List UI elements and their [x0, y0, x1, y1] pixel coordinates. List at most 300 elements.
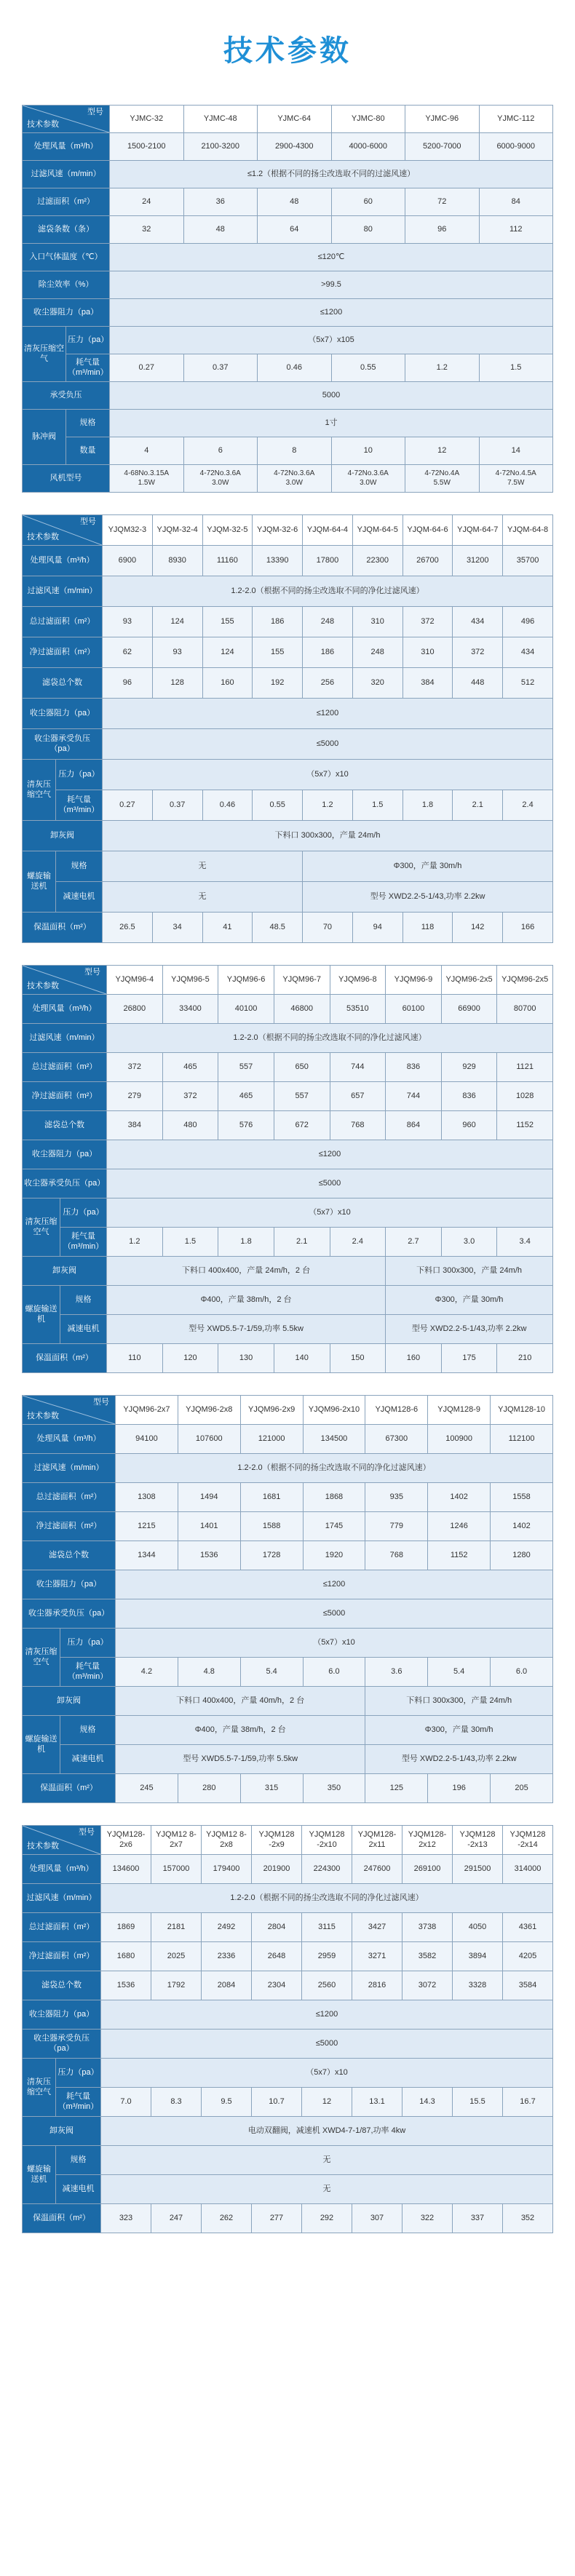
row-label: 收尘器承受负压（pa） — [23, 1599, 116, 1629]
value-cell: 160 — [202, 668, 253, 699]
model-name-cell: YJQM128 -2x13 — [453, 1826, 503, 1855]
value-cell: 130 — [218, 1344, 274, 1373]
value-cell: 124 — [152, 607, 202, 637]
value-cell: 1246 — [428, 1512, 491, 1541]
model-name-cell: YJMC-64 — [258, 106, 332, 133]
value-cell: 96 — [103, 668, 153, 699]
insulation-row — [23, 1774, 553, 1803]
value-cell: 157000 — [151, 1855, 202, 1884]
insulation-row — [23, 913, 553, 943]
fan-row — [23, 465, 553, 493]
value-cell: 31200 — [453, 546, 503, 576]
table-header-row — [23, 106, 553, 133]
value-cell: 192 — [253, 668, 303, 699]
value-cell: 196 — [428, 1774, 491, 1803]
value-cell: 1.8 — [218, 1228, 274, 1257]
bag-count-row — [23, 668, 553, 699]
model-name-cell: YJQM-64-8 — [503, 515, 553, 546]
value-cell: 4-72No.4.5A 7.5W — [479, 465, 553, 493]
cleaning-air-consumption-row — [23, 1228, 553, 1257]
value-cell: 4 — [110, 437, 184, 465]
value-cell: 1920 — [303, 1541, 365, 1570]
value-cell: 372 — [453, 637, 503, 668]
value-cell: 128 — [152, 668, 202, 699]
value-cell: 576 — [218, 1111, 274, 1140]
merged-value-cell: 下料口 300x300，产量 24m/h — [386, 1257, 553, 1286]
row-label: 处理风量（m³/h） — [23, 546, 103, 576]
value-cell: 372 — [107, 1053, 163, 1082]
model-name-cell: YJMC-32 — [110, 106, 184, 133]
value-cell: 262 — [202, 2204, 252, 2233]
table-header-row — [23, 515, 553, 546]
value-cell: 66900 — [441, 995, 497, 1024]
value-cell: 1.2 — [405, 354, 480, 382]
value-cell: 1401 — [178, 1512, 240, 1541]
merged-value-cell: 型号 XWD5.5-7-1/59,功率 5.5kw — [107, 1315, 386, 1344]
value-cell: 112 — [479, 216, 553, 244]
merged-value-cell: （5x7）x10 — [107, 1198, 553, 1228]
row-label: 保温面积（m²） — [23, 2204, 101, 2233]
value-cell: 248 — [303, 607, 353, 637]
value-cell: 323 — [101, 2204, 151, 2233]
value-cell: 134500 — [303, 1425, 365, 1454]
model-name-cell: YJQM96-6 — [218, 966, 274, 995]
value-cell: 64 — [258, 216, 332, 244]
value-cell: 0.55 — [253, 790, 303, 821]
row-label: 保温面积（m²） — [23, 1774, 116, 1803]
value-cell: 3.4 — [497, 1228, 553, 1257]
value-cell: 26700 — [402, 546, 453, 576]
model-name-cell: YJQM32-3 — [103, 515, 153, 546]
header-diagonal-cell — [23, 966, 107, 995]
value-cell: 277 — [252, 2204, 302, 2233]
value-cell: 0.55 — [331, 354, 405, 382]
value-cell: 434 — [503, 637, 553, 668]
value-cell: 0.37 — [183, 354, 258, 382]
airflow-row — [23, 133, 553, 161]
cleaning-air-pressure-row — [23, 1198, 553, 1228]
header-diagonal-cell — [23, 515, 103, 546]
row-label: 压力（pa） — [56, 760, 103, 790]
spec-table-yjmc — [22, 105, 553, 493]
value-cell: 124 — [202, 637, 253, 668]
airflow-row — [23, 546, 553, 576]
value-cell: 1500-2100 — [110, 133, 184, 161]
model-name-cell: YJQM96-8 — [330, 966, 386, 995]
model-name-cell: YJQM128-2x6 — [101, 1826, 151, 1855]
value-cell: 2492 — [202, 1913, 252, 1942]
value-cell: 155 — [253, 637, 303, 668]
value-cell: 179400 — [202, 1855, 252, 1884]
merged-value-cell: 下料口 300x300，产量 24m/h — [365, 1687, 553, 1716]
filter-speed-row — [23, 161, 553, 188]
row-label: 收尘器阻力（pa） — [23, 299, 110, 327]
discharge-valve-row — [23, 2117, 553, 2146]
value-cell: 2804 — [252, 1913, 302, 1942]
value-cell: 337 — [453, 2204, 503, 2233]
value-cell: 5.4 — [428, 1658, 491, 1687]
negative-pressure-row — [23, 1599, 553, 1629]
airflow-row — [23, 995, 553, 1024]
value-cell: 224300 — [302, 1855, 352, 1884]
value-cell: 310 — [402, 637, 453, 668]
resistance-row — [23, 2000, 553, 2030]
value-cell: 80700 — [497, 995, 553, 1024]
row-label: 收尘器阻力（pa） — [23, 2000, 101, 2030]
merged-value-cell: Φ300，产量 30m/h — [365, 1716, 553, 1745]
cleaning-air-pressure-row — [23, 327, 553, 354]
merged-value-cell: ≤5000 — [116, 1599, 553, 1629]
value-cell: 3738 — [402, 1913, 453, 1942]
row-label: 滤袋总个数 — [23, 1971, 101, 2000]
row-label: 规格 — [56, 851, 103, 882]
value-cell: 0.46 — [202, 790, 253, 821]
row-group-label: 清灰压缩空气 — [23, 760, 56, 821]
model-name-cell: YJQM96-2x5 — [497, 966, 553, 995]
reducer-motor-row — [23, 1745, 553, 1774]
model-name-cell: YJMC-48 — [183, 106, 258, 133]
row-label: 除尘效率（%） — [23, 271, 110, 299]
value-cell: 2816 — [352, 1971, 402, 2000]
merged-value-cell: ≤5000 — [107, 1169, 553, 1198]
row-label: 耗气量（m³/min） — [66, 354, 110, 382]
row-label: 耗气量（m³/min） — [56, 2088, 101, 2117]
merged-value-cell: ≤1200 — [107, 1140, 553, 1169]
cleaning-air-consumption-row — [23, 354, 553, 382]
value-cell: 1.2 — [303, 790, 353, 821]
value-cell: 70 — [303, 913, 353, 943]
value-cell: 118 — [402, 913, 453, 943]
merged-value-cell: ≤120℃ — [110, 244, 553, 271]
value-cell: 14 — [479, 437, 553, 465]
value-cell: 744 — [330, 1053, 386, 1082]
row-group-label: 螺旋输送机 — [23, 851, 56, 913]
value-cell: 10.7 — [252, 2088, 302, 2117]
row-label: 收尘器阻力（pa） — [23, 699, 103, 729]
row-label: 减速电机 — [56, 882, 103, 913]
screw-spec-row — [23, 851, 553, 882]
table-header-row — [23, 1396, 553, 1425]
merged-value-cell: 1.2-2.0（根据不同的扬尘改选取不同的净化过滤风速） — [101, 1884, 553, 1913]
model-name-cell: YJQM128-6 — [365, 1396, 428, 1425]
merged-value-cell: 无 — [101, 2175, 553, 2204]
value-cell: 1869 — [101, 1913, 151, 1942]
resistance-row — [23, 1570, 553, 1599]
pulse-valve-qty-row — [23, 437, 553, 465]
cleaning-air-pressure-row — [23, 760, 553, 790]
screw-spec-row — [23, 2146, 553, 2175]
model-name-cell: YJQM12 8-2x8 — [202, 1826, 252, 1855]
filter-speed-row — [23, 1884, 553, 1913]
value-cell: 2648 — [252, 1942, 302, 1971]
row-label: 卸灰阀 — [23, 1257, 107, 1286]
value-cell: 1536 — [178, 1541, 240, 1570]
model-name-cell: YJQM12 8-2x7 — [151, 1826, 202, 1855]
pulse-valve-spec-row — [23, 410, 553, 437]
row-label: 压力（pa） — [60, 1198, 107, 1228]
row-label: 处理风量（m³/h） — [23, 995, 107, 1024]
value-cell: 12 — [302, 2088, 352, 2117]
row-label: 减速电机 — [56, 2175, 101, 2204]
value-cell: 34 — [152, 913, 202, 943]
model-name-cell: YJQM-64-6 — [402, 515, 453, 546]
value-cell: 384 — [402, 668, 453, 699]
row-label: 滤袋总个数 — [23, 1111, 107, 1140]
merged-value-cell: 无 — [101, 2146, 553, 2175]
discharge-valve-row — [23, 1257, 553, 1286]
model-header-label: 型号 — [87, 108, 103, 116]
value-cell: 1152 — [428, 1541, 491, 1570]
table-header-row — [23, 966, 553, 995]
net-area-row — [23, 1942, 553, 1971]
insulation-row — [23, 2204, 553, 2233]
row-label: 过滤面积（m²） — [23, 188, 110, 216]
value-cell: 5200-7000 — [405, 133, 480, 161]
value-cell: 512 — [503, 668, 553, 699]
value-cell: 134600 — [101, 1855, 151, 1884]
value-cell: 60 — [331, 188, 405, 216]
value-cell: 4.8 — [178, 1658, 240, 1687]
merged-value-cell: 下料口 400x400，产量 24m/h，2 台 — [107, 1257, 386, 1286]
value-cell: 16.7 — [503, 2088, 553, 2117]
value-cell: 22300 — [352, 546, 402, 576]
value-cell: 0.46 — [258, 354, 332, 382]
row-label: 风机型号 — [23, 465, 110, 493]
value-cell: 112100 — [491, 1425, 553, 1454]
value-cell: 6900 — [103, 546, 153, 576]
value-cell: 2900-4300 — [258, 133, 332, 161]
value-cell: 6 — [183, 437, 258, 465]
value-cell: 210 — [497, 1344, 553, 1373]
model-header-label: 型号 — [84, 968, 100, 977]
value-cell: 150 — [330, 1344, 386, 1373]
model-name-cell: YJMC-112 — [479, 106, 553, 133]
row-label: 压力（pa） — [56, 2059, 101, 2088]
cleaning-air-consumption-row — [23, 2088, 553, 2117]
bag-count-row — [23, 1971, 553, 2000]
merged-value-cell: >99.5 — [110, 271, 553, 299]
cleaning-air-consumption-row — [23, 1658, 553, 1687]
value-cell: 3584 — [503, 1971, 553, 2000]
value-cell: 864 — [386, 1111, 442, 1140]
value-cell: 40100 — [218, 995, 274, 1024]
model-header-label: 型号 — [79, 1828, 95, 1837]
resistance-row — [23, 1140, 553, 1169]
negative-pressure-row — [23, 729, 553, 760]
value-cell: 107600 — [178, 1425, 240, 1454]
value-cell: 1588 — [240, 1512, 303, 1541]
value-cell: 2.1 — [453, 790, 503, 821]
value-cell: 256 — [303, 668, 353, 699]
value-cell: 32 — [110, 216, 184, 244]
value-cell: 3115 — [302, 1913, 352, 1942]
model-header-label: 型号 — [80, 517, 96, 526]
merged-value-cell: ≤1200 — [116, 1570, 553, 1599]
value-cell: 350 — [303, 1774, 365, 1803]
merged-value-cell: （5x7）x10 — [101, 2059, 553, 2088]
value-cell: 2.4 — [503, 790, 553, 821]
row-label: 规格 — [56, 2146, 101, 2175]
model-name-cell: YJQM128 -2x14 — [503, 1826, 553, 1855]
page-title: 技术参数 — [223, 35, 352, 67]
value-cell: 1558 — [491, 1483, 553, 1512]
merged-value-cell: 5000 — [110, 382, 553, 410]
reducer-motor-row — [23, 2175, 553, 2204]
merged-value-cell: 1寸 — [110, 410, 553, 437]
value-cell: 779 — [365, 1512, 428, 1541]
value-cell: 125 — [365, 1774, 428, 1803]
value-cell: 315 — [240, 1774, 303, 1803]
value-cell: 2100-3200 — [183, 133, 258, 161]
spec-table-yjqm128-2x — [22, 1825, 553, 2233]
value-cell: 1681 — [240, 1483, 303, 1512]
row-label: 耗气量（m³/min） — [56, 790, 103, 821]
row-label: 净过滤面积（m²） — [23, 1512, 116, 1541]
row-label: 过滤风速（m/min） — [23, 1024, 107, 1053]
row-label: 过滤风速（m/min） — [23, 1454, 116, 1483]
value-cell: 48 — [183, 216, 258, 244]
value-cell: 175 — [441, 1344, 497, 1373]
value-cell: 121000 — [240, 1425, 303, 1454]
value-cell: 0.27 — [110, 354, 184, 382]
value-cell: 2336 — [202, 1942, 252, 1971]
value-cell: 2084 — [202, 1971, 252, 2000]
value-cell: 384 — [107, 1111, 163, 1140]
total-area-row — [23, 607, 553, 637]
value-cell: 5.4 — [240, 1658, 303, 1687]
value-cell: 0.27 — [103, 790, 153, 821]
value-cell: 186 — [303, 637, 353, 668]
merged-value-cell: ≤1.2（根据不同的扬尘改选取不同的过滤风速） — [110, 161, 553, 188]
reducer-motor-row — [23, 1315, 553, 1344]
value-cell: 465 — [162, 1053, 218, 1082]
row-label: 总过滤面积（m²） — [23, 1483, 116, 1512]
spec-table-yjqm96-2x — [22, 1395, 553, 1803]
resistance-row — [23, 699, 553, 729]
row-label: 规格 — [60, 1716, 116, 1745]
value-cell: 2181 — [151, 1913, 202, 1942]
value-cell: 1308 — [116, 1483, 178, 1512]
model-name-cell: YJQM96-2x9 — [240, 1396, 303, 1425]
row-label: 收尘器承受负压（pa） — [23, 2030, 101, 2059]
cleaning-air-pressure-row — [23, 2059, 553, 2088]
model-name-cell: YJQM-64-5 — [352, 515, 402, 546]
value-cell: 269100 — [402, 1855, 453, 1884]
model-name-cell: YJQM128-2x12 — [402, 1826, 453, 1855]
value-cell: 24 — [110, 188, 184, 216]
value-cell: 26.5 — [103, 913, 153, 943]
row-label: 净过滤面积（m²） — [23, 1082, 107, 1111]
row-group-label: 脉冲阀 — [23, 410, 66, 465]
value-cell: 307 — [352, 2204, 402, 2233]
model-header-label: 型号 — [93, 1398, 109, 1407]
filter-area-row — [23, 188, 553, 216]
value-cell: 96 — [405, 216, 480, 244]
value-cell: 4000-6000 — [331, 133, 405, 161]
value-cell: 48.5 — [253, 913, 303, 943]
value-cell: 201900 — [252, 1855, 302, 1884]
value-cell: 3072 — [402, 1971, 453, 2000]
row-label: 处理风量（m³/h） — [23, 1855, 101, 1884]
merged-value-cell: （5x7）x10 — [103, 760, 553, 790]
merged-value-cell: ≤1200 — [103, 699, 553, 729]
value-cell: 3894 — [453, 1942, 503, 1971]
discharge-valve-row — [23, 1687, 553, 1716]
row-label: 减速电机 — [60, 1745, 116, 1774]
value-cell: 3271 — [352, 1942, 402, 1971]
screw-spec-row — [23, 1286, 553, 1315]
inlet-temp-row — [23, 244, 553, 271]
value-cell: 1028 — [497, 1082, 553, 1111]
value-cell: 280 — [178, 1774, 240, 1803]
row-label: 规格 — [66, 410, 110, 437]
row-label: 净过滤面积（m²） — [23, 637, 103, 668]
reducer-motor-row — [23, 882, 553, 913]
value-cell: 557 — [274, 1082, 330, 1111]
row-label: 压力（pa） — [60, 1629, 116, 1658]
value-cell: 1.2 — [107, 1228, 163, 1257]
value-cell: 72 — [405, 188, 480, 216]
value-cell: 1494 — [178, 1483, 240, 1512]
row-label: 承受负压 — [23, 382, 110, 410]
value-cell: 8.3 — [151, 2088, 202, 2117]
spec-table-yjqm32-64 — [22, 514, 553, 943]
merged-value-cell: 1.2-2.0（根据不同的扬尘改选取不同的净化过滤风速） — [103, 576, 553, 607]
value-cell: 84 — [479, 188, 553, 216]
value-cell: 3.6 — [365, 1658, 428, 1687]
value-cell: 1.8 — [402, 790, 453, 821]
value-cell: 434 — [453, 607, 503, 637]
value-cell: 94 — [352, 913, 402, 943]
param-header-label: 技术参数 — [27, 1842, 59, 1851]
negative-pressure-row — [23, 2030, 553, 2059]
merged-value-cell: ≤1200 — [101, 2000, 553, 2030]
param-header-label: 技术参数 — [27, 533, 59, 542]
total-area-row — [23, 1483, 553, 1512]
value-cell: 36 — [183, 188, 258, 216]
model-name-cell: YJQM128-10 — [491, 1396, 553, 1425]
row-label: 卸灰阀 — [23, 821, 103, 851]
model-name-cell: YJQM96-2x10 — [303, 1396, 365, 1425]
value-cell: 186 — [253, 607, 303, 637]
value-cell: 60100 — [386, 995, 442, 1024]
value-cell: 166 — [503, 913, 553, 943]
value-cell: 100900 — [428, 1425, 491, 1454]
value-cell: 448 — [453, 668, 503, 699]
value-cell: 48 — [258, 188, 332, 216]
value-cell: 94100 — [116, 1425, 178, 1454]
value-cell: 1402 — [428, 1483, 491, 1512]
row-label: 数量 — [66, 437, 110, 465]
bag-count-row — [23, 216, 553, 244]
value-cell: 13390 — [253, 546, 303, 576]
value-cell: 3328 — [453, 1971, 503, 2000]
value-cell: 4-72No.3.6A 3.0W — [183, 465, 258, 493]
value-cell: 93 — [103, 607, 153, 637]
row-label: 保温面积（m²） — [23, 1344, 107, 1373]
model-name-cell: YJQM128-9 — [428, 1396, 491, 1425]
model-name-cell: YJQM-32-5 — [202, 515, 253, 546]
bag-count-row — [23, 1541, 553, 1570]
value-cell: 247600 — [352, 1855, 402, 1884]
row-label: 卸灰阀 — [23, 1687, 116, 1716]
value-cell: 372 — [162, 1082, 218, 1111]
model-name-cell: YJQM96-4 — [107, 966, 163, 995]
value-cell: 4-72No.4A 5.5W — [405, 465, 480, 493]
row-label: 处理风量（m³/h） — [23, 1425, 116, 1454]
value-cell: 4050 — [453, 1913, 503, 1942]
value-cell: 247 — [151, 2204, 202, 2233]
